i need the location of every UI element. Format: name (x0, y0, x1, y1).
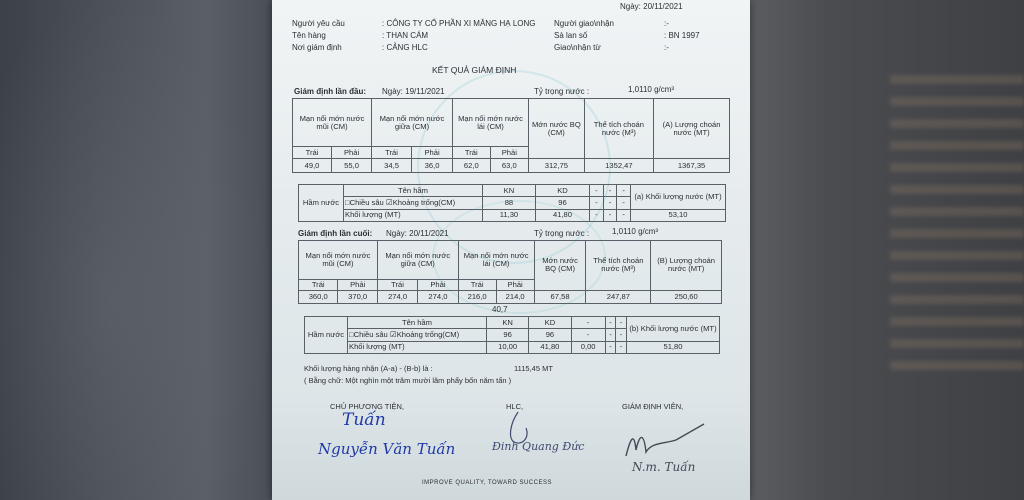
last-right-1: Phải (338, 279, 377, 290)
deliverer-value: :- (664, 19, 669, 28)
hlc-label: HLC, (506, 402, 524, 411)
document-date: Ngày: 20/11/2021 (620, 2, 683, 11)
last-depth-kd: 96 (529, 329, 571, 341)
first-weight-kn: 11,30 (483, 209, 536, 221)
last-dash-4: - (571, 329, 605, 341)
ship-owner-name: Nguyễn Văn Tuấn (318, 440, 456, 458)
first-mid-left: 34,5 (372, 159, 412, 173)
last-volume: 247,87 (586, 290, 651, 303)
first-weight-kd: 41,80 (535, 209, 589, 221)
hlc-signature: Đinh Quang Đức (492, 440, 585, 453)
first-density-label: Tỷ trọng nước : (534, 87, 590, 96)
first-tank-table (298, 184, 726, 222)
barge-value: : BN 1997 (664, 31, 700, 40)
first-h-vol: Thể tích choán nước (M³) (584, 99, 653, 159)
first-left-1: Trái (293, 147, 332, 159)
inspector-name: N.m. Tuấn (632, 460, 696, 474)
first-depth-kn: 88 (483, 197, 536, 209)
last-extra-value: 40,7 (492, 305, 508, 314)
first-depth-kd: 96 (535, 197, 589, 209)
first-result-value: 53,10 (631, 209, 726, 221)
first-bow-right: 55,0 (332, 159, 372, 173)
last-dash-6: - (616, 329, 627, 341)
last-stern-right: 214,0 (496, 290, 534, 303)
first-right-3: Phải (490, 147, 528, 159)
first-dash-2: - (603, 185, 617, 197)
footer-slogan: IMPROVE QUALITY, TOWARD SUCCESS (422, 480, 552, 486)
first-left-3: Trái (453, 147, 491, 159)
first-density-value: 1,0110 g/cm³ (628, 85, 675, 94)
inspection-document (272, 0, 750, 500)
last-left-1: Trái (299, 279, 338, 290)
first-right-1: Phải (332, 147, 372, 159)
first-dash-6: - (617, 197, 631, 209)
last-dash-7: - (605, 341, 616, 353)
last-dash-2: - (605, 317, 616, 329)
last-density-value: 1,0110 g/cm³ (612, 227, 659, 236)
first-kn-header: KN (483, 185, 536, 197)
from-label: Giao\nhận từ (554, 43, 601, 52)
ship-owner-signature: Tuấn (342, 410, 386, 430)
barge-label: Sà lan số (554, 31, 588, 40)
last-date: Ngày: 20/11/2021 (386, 229, 449, 238)
first-bq: 312,75 (529, 159, 585, 173)
requester-value: : CÔNG TY CỔ PHẦN XI MĂNG HẠ LONG (382, 19, 536, 28)
inspector-label: GIÁM ĐỊNH VIÊN, (622, 402, 684, 411)
first-date: Ngày: 19/11/2021 (382, 87, 445, 96)
last-right-3: Phải (496, 279, 534, 290)
last-bow-right: 370,0 (338, 290, 377, 303)
last-weight-kn: 10,00 (487, 341, 529, 353)
first-h-disp: (A) Lượng choán nước (MT) (654, 99, 730, 159)
first-displacement: 1367,35 (654, 159, 730, 173)
first-dash-7: - (590, 209, 604, 221)
last-weight-kd: 41,80 (529, 341, 571, 353)
from-value: :- (664, 43, 669, 52)
last-stern-left: 216,0 (458, 290, 496, 303)
first-volume: 1352,47 (584, 159, 653, 173)
last-h-stern: Mạn nổi mớn nước lái (CM) (458, 241, 534, 280)
last-tank-table (304, 316, 720, 354)
last-tank-label: Hầm nước (305, 317, 348, 354)
last-heading: Giám định lần cuối: (298, 229, 373, 238)
first-dash-3: - (617, 185, 631, 197)
last-h-bow: Mạn nổi mớn nước mũi (CM) (299, 241, 378, 280)
first-dash-8: - (603, 209, 617, 221)
first-dash-5: - (603, 197, 617, 209)
last-mid-left: 274,0 (377, 290, 417, 303)
deliverer-label: Người giao\nhận (554, 19, 614, 28)
summary-value: 1115,45 MT (514, 364, 553, 373)
summary-in-words: ( Bằng chữ: Một nghìn một trăm mười lăm phẩy bốn năm tấn ) (304, 376, 512, 385)
first-dash-4: - (590, 197, 604, 209)
last-weight-label: Khối lượng (MT) (348, 341, 487, 353)
first-result-label: (a) Khối lượng nước (MT) (631, 185, 726, 210)
last-dash-3: - (616, 317, 627, 329)
last-draft-table (298, 240, 722, 304)
last-kd-header: KD (529, 317, 571, 329)
first-h-bq: Mớn nước BQ (CM) (529, 99, 585, 159)
last-result-value: 51,80 (627, 341, 720, 353)
last-displacement: 250,60 (651, 290, 722, 303)
last-dash-8: - (616, 341, 627, 353)
last-depth-label: □Chiều sâu ☑Khoảng trống(CM) (348, 329, 487, 341)
last-h-disp: (B) Lượng choán nước (MT) (651, 241, 722, 291)
first-h-stern: Mạn nổi mớn nước lái (CM) (453, 99, 529, 147)
document-title: KẾT QUẢ GIÁM ĐỊNH (432, 65, 517, 75)
first-stern-left: 62,0 (453, 159, 491, 173)
first-dash-1: - (590, 185, 604, 197)
inspector-signature (620, 420, 710, 464)
last-bq: 67,58 (534, 290, 586, 303)
last-result-label: (b) Khối lượng nước (MT) (627, 317, 720, 342)
last-mid-right: 274,0 (418, 290, 458, 303)
last-h-vol: Thể tích choán nước (M³) (586, 241, 651, 291)
first-left-2: Trái (372, 147, 412, 159)
first-mid-right: 36,0 (412, 159, 453, 173)
last-dash-5: - (605, 329, 616, 341)
goods-label: Tên hàng (292, 31, 326, 40)
background-grille (890, 70, 1024, 370)
first-tank-label: Hầm nước (299, 185, 344, 222)
first-stern-right: 63,0 (490, 159, 528, 173)
last-left-3: Trái (458, 279, 496, 290)
first-bow-left: 49,0 (293, 159, 332, 173)
first-weight-label: Khối lượng (MT) (344, 209, 483, 221)
last-dash-1: - (571, 317, 605, 329)
goods-value: : THAN CÁM (382, 31, 429, 40)
background-right (745, 0, 1024, 500)
last-bow-left: 360,0 (299, 290, 338, 303)
first-draft-table (292, 98, 730, 173)
first-kd-header: KD (535, 185, 589, 197)
last-density-label: Tỷ trọng nước : (534, 229, 590, 238)
last-tank-name: Tên hầm (348, 317, 487, 329)
last-right-2: Phải (418, 279, 458, 290)
last-left-2: Trái (377, 279, 417, 290)
first-tank-name: Tên hầm (344, 185, 483, 197)
first-dash-9: - (617, 209, 631, 221)
place-value: : CẢNG HLC (382, 43, 428, 52)
first-h-bow: Mạn nổi mớn nước mũi (CM) (293, 99, 372, 147)
first-depth-label: □Chiều sâu ☑Khoảng trống(CM) (344, 197, 483, 209)
ship-owner-label: CHỦ PHƯƠNG TIỆN, (330, 402, 404, 411)
first-heading: Giám định lần đầu: (294, 87, 367, 96)
last-depth-kn: 96 (487, 329, 529, 341)
place-label: Nơi giám định (292, 43, 342, 52)
first-right-2: Phải (412, 147, 453, 159)
last-kn-header: KN (487, 317, 529, 329)
last-weight-extra: 0,00 (571, 341, 605, 353)
summary-line: Khối lượng hàng nhận (A-a) - (B-b) là : (304, 364, 433, 373)
last-h-mid: Mạn nổi mớn nước giữa (CM) (377, 241, 458, 280)
first-h-mid: Mạn nổi mớn nước giữa (CM) (372, 99, 453, 147)
background-left (0, 0, 275, 500)
last-h-bq: Mớn nước BQ (CM) (534, 241, 586, 291)
requester-label: Người yêu cầu (292, 19, 345, 28)
hlc-signature-mark (500, 410, 540, 446)
